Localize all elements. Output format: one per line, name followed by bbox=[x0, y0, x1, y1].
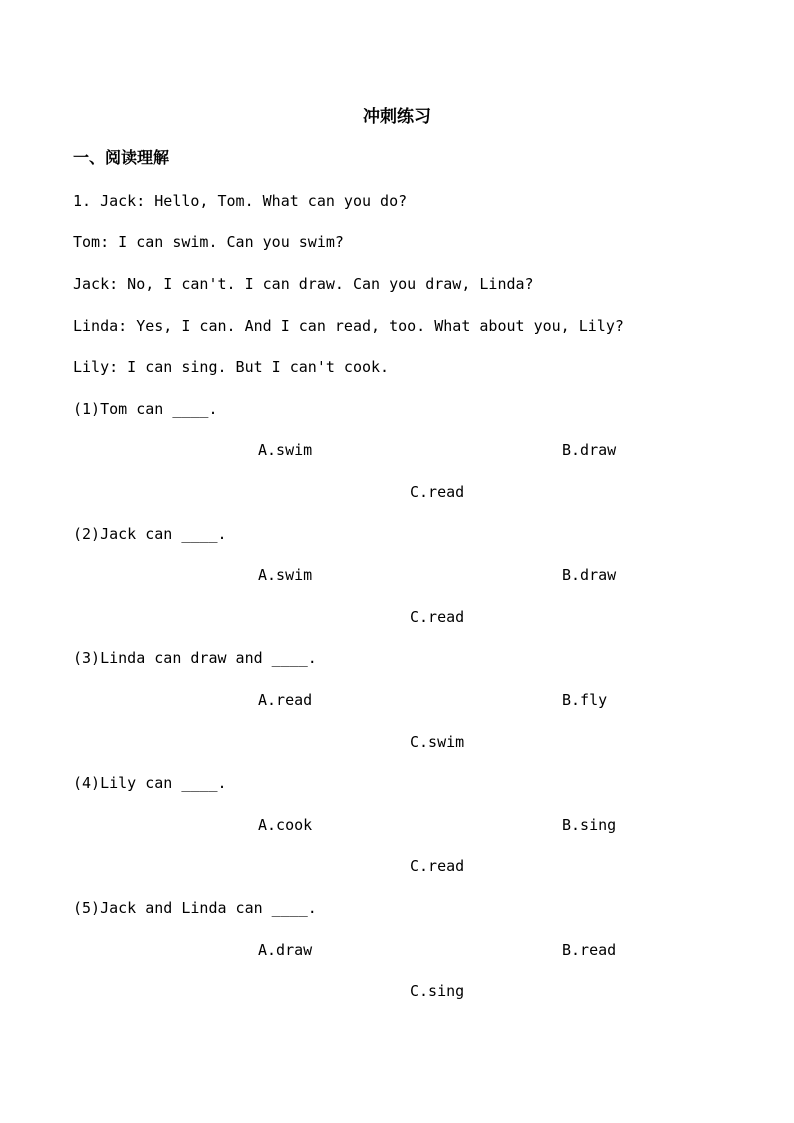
passage-line-3: Jack: No, I can't. I can draw. Can you draw, Linda? bbox=[73, 275, 534, 293]
option-b: B.draw bbox=[562, 441, 617, 459]
passage-line-1: 1. Jack: Hello, Tom. What can you do? bbox=[73, 192, 408, 210]
option-a: A.read bbox=[258, 691, 313, 709]
option-c: C.read bbox=[410, 608, 465, 626]
question-stem: (5)Jack and Linda can ____. bbox=[73, 899, 317, 917]
question-stem: (1)Tom can ____. bbox=[73, 400, 218, 418]
option-a: A.swim bbox=[258, 441, 313, 459]
option-b: B.read bbox=[562, 941, 617, 959]
question-stem: (2)Jack can ____. bbox=[73, 525, 227, 543]
section-heading: 一、阅读理解 bbox=[73, 148, 170, 167]
passage-line-2: Tom: I can swim. Can you swim? bbox=[73, 233, 344, 251]
option-b: B.sing bbox=[562, 816, 617, 834]
page-title: 冲刺练习 bbox=[363, 107, 431, 127]
option-b: B.fly bbox=[562, 691, 608, 709]
passage-line-4: Linda: Yes, I can. And I can read, too. What about you, Lily? bbox=[73, 317, 624, 335]
option-c: C.read bbox=[410, 857, 465, 875]
option-b: B.draw bbox=[562, 566, 617, 584]
option-c: C.sing bbox=[410, 982, 465, 1000]
question-stem: (4)Lily can ____. bbox=[73, 774, 227, 792]
option-a: A.cook bbox=[258, 816, 313, 834]
option-c: C.read bbox=[410, 483, 465, 501]
option-c: C.swim bbox=[410, 733, 465, 751]
option-a: A.draw bbox=[258, 941, 313, 959]
passage-line-5: Lily: I can sing. But I can't cook. bbox=[73, 358, 390, 376]
option-a: A.swim bbox=[258, 566, 313, 584]
question-stem: (3)Linda can draw and ____. bbox=[73, 649, 317, 667]
